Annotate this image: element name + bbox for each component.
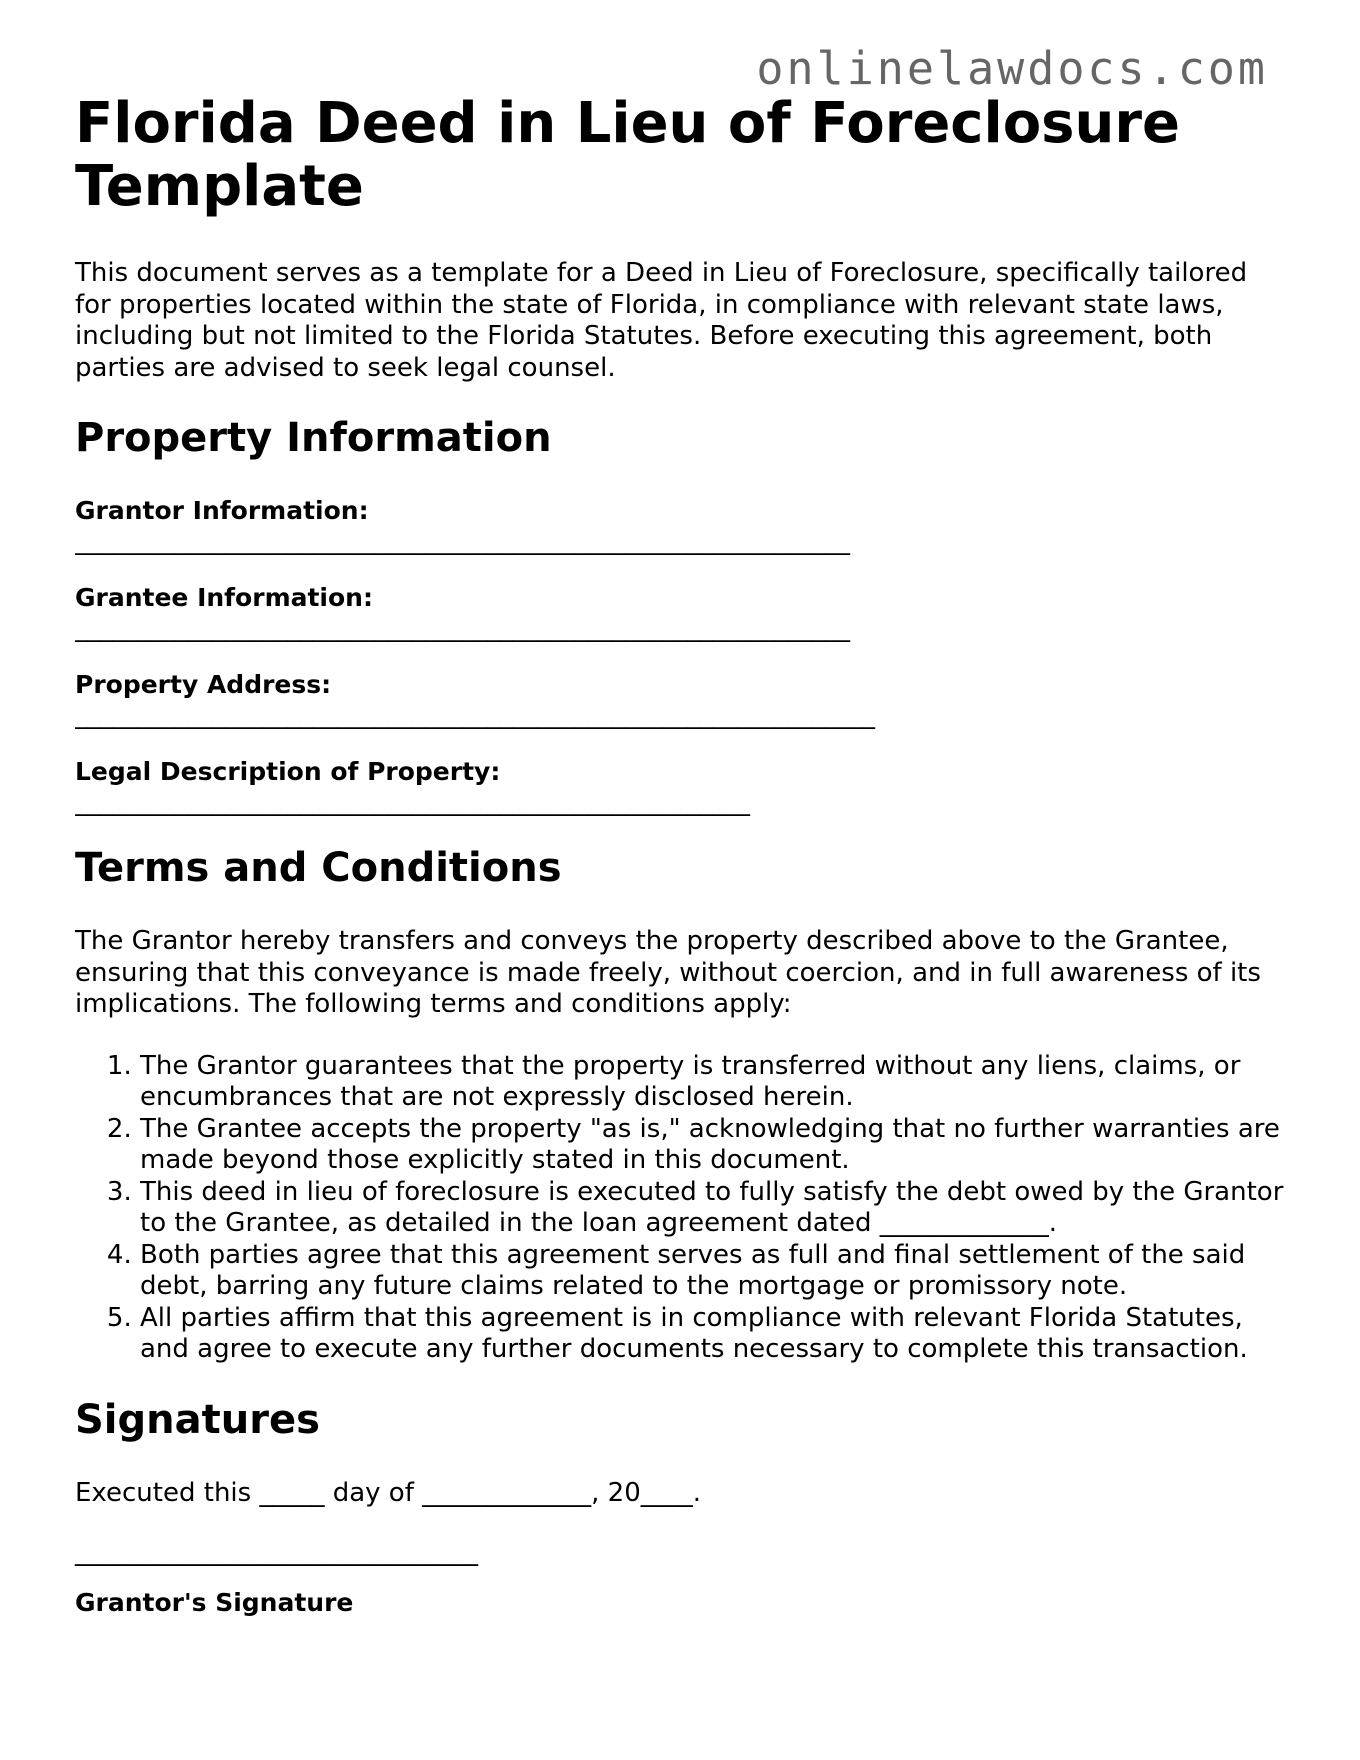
- property-information-heading: Property Information: [75, 415, 552, 461]
- fill-in-line: ______________________________________________________: [75, 787, 750, 816]
- property-address-field: [75, 670, 1290, 730]
- intro-paragraph: This document serves as a template for a Deed in Lieu of Foreclosure, specifically tailored for properties located within the state of Florida, in compliance with relevant state laws, including but not limited to the Florida Statutes. Before executing this agreement, both parties are advised to seek legal counsel.: [75, 258, 1248, 383]
- list-item: 1. The Grantor guarantees that the property is transferred without any liens, claims, or encumbrances that are not expressly disclosed herein.: [140, 1051, 1290, 1114]
- field-label: Grantor Information:: [75, 496, 369, 525]
- list-item: 2. The Grantee accepts the property "as is," acknowledging that no further warranties are made beyond those explicitly stated in this document.: [140, 1114, 1290, 1177]
- field-label: Grantee Information:: [75, 583, 373, 612]
- terms-list: [75, 1051, 1290, 1366]
- fill-in-line: ______________________________________________________________: [75, 526, 850, 555]
- signatures-heading: Signatures: [75, 1396, 320, 1443]
- signature-line: _______________________________: [75, 1536, 478, 1567]
- fill-in-line: ______________________________________________________________: [75, 613, 850, 642]
- grantor-signature-label: Grantor's Signature: [75, 1587, 354, 1617]
- watermark: onlinelawdocs.com: [756, 42, 1268, 95]
- terms-intro-paragraph: The Grantor hereby transfers and conveys the property described above to the Grantee, ensuring that this conveyance is made freely, without coercion, and in full awareness of its implications. The following terms and conditions apply:: [75, 926, 1261, 1019]
- list-item: 3. This deed in lieu of foreclosure is executed to fully satisfy the debt owed by the Grantor to the Grantee, as detailed in the loan agreement dated _____________.: [140, 1177, 1290, 1240]
- field-label: Legal Description of Property:: [75, 757, 501, 786]
- executed-date-line: Executed this _____ day of _____________, 20____.: [75, 1477, 702, 1508]
- page-title: Florida Deed in Lieu of Foreclosure Template: [75, 91, 1180, 219]
- fill-in-line: ________________________________________________________________: [75, 700, 875, 729]
- document-body: [75, 92, 1290, 1618]
- list-item: 4. Both parties agree that this agreement serves as full and final settlement of the said debt, barring any future claims related to the mortgage or promissory note.: [140, 1240, 1290, 1303]
- terms-and-conditions-heading: Terms and Conditions: [75, 845, 562, 891]
- legal-description-field: [75, 757, 1290, 817]
- field-label: Property Address:: [75, 670, 332, 699]
- grantor-information-field: [75, 496, 1290, 556]
- list-item: 5. All parties affirm that this agreement is in compliance with relevant Florida Statutes, and agree to execute any further documents necessary to complete this transaction.: [140, 1303, 1290, 1366]
- grantee-information-field: [75, 583, 1290, 643]
